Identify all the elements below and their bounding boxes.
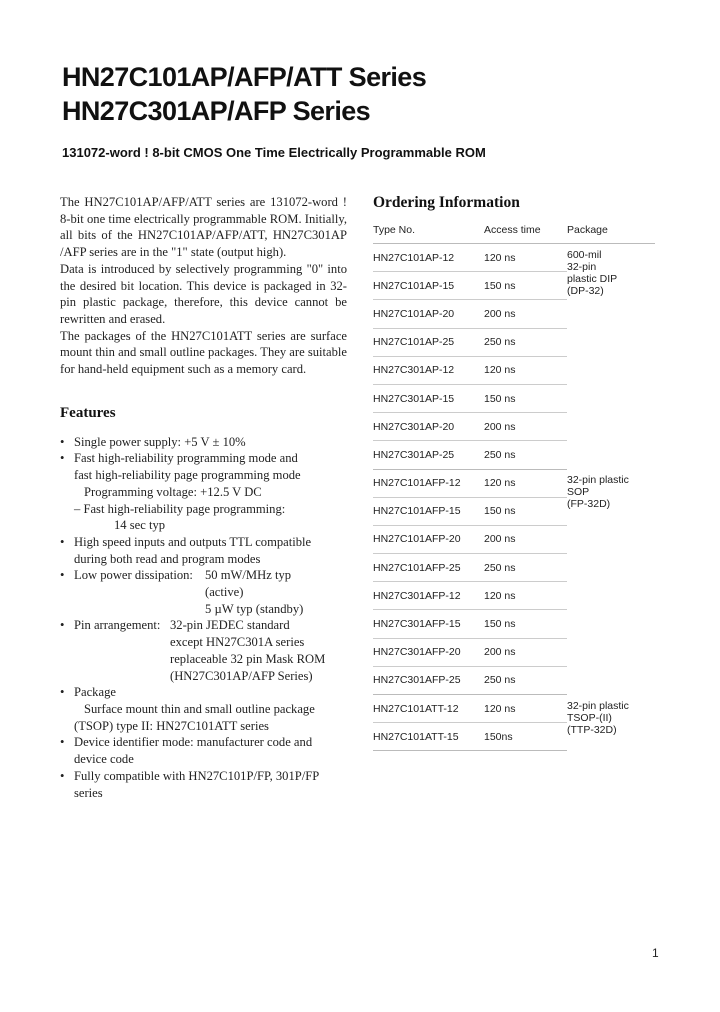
- feature-label: Pin arrangement:: [74, 618, 161, 633]
- type-number-cell: HN27C301AP-12: [373, 356, 484, 384]
- feature-text: Device identifier mode: manufacturer code and: [74, 735, 313, 750]
- feature-high-speed: [60, 534, 347, 567]
- access-time-cell: 150 ns: [484, 272, 567, 300]
- title-line-1: HN27C101AP/AFP/ATT Series: [62, 62, 427, 92]
- ordering-table-body: [373, 244, 655, 751]
- type-number-cell: HN27C101AFP-25: [373, 554, 484, 582]
- access-time-cell: 200 ns: [484, 638, 567, 666]
- ordering-table: [373, 223, 655, 751]
- feature-text: Single power supply: +5 V ± 10%: [74, 434, 246, 449]
- feature-text: Fast high-reliability programming mode and: [74, 451, 298, 466]
- package-line: 600-mil: [567, 249, 602, 261]
- bullet: •: [60, 685, 65, 700]
- access-time-cell: 150ns: [484, 723, 567, 751]
- feature-single-power: [60, 434, 347, 451]
- feature-value: replaceable 32 pin Mask ROM: [170, 651, 326, 666]
- feature-device-identifier: [60, 734, 347, 767]
- feature-text: during both read and program modes: [74, 551, 261, 566]
- package-line: 32-pin plastic: [567, 699, 629, 712]
- package-line: 32-pin plastic: [567, 474, 629, 486]
- bullet: •: [60, 735, 65, 750]
- pin-values: [170, 617, 347, 684]
- feature-value: except HN27C301A series: [170, 635, 305, 650]
- access-time-cell: 250 ns: [484, 441, 567, 469]
- feature-text: fast high-reliability page programming mode: [74, 468, 301, 483]
- access-time-cell: 250 ns: [484, 328, 567, 356]
- type-number-cell: HN27C301AFP-15: [373, 610, 484, 638]
- table-header-row: [373, 223, 655, 244]
- features-heading: Features: [60, 404, 116, 421]
- table-row: [373, 469, 655, 497]
- type-number-cell: HN27C101AFP-12: [373, 469, 484, 497]
- package-line: TSOP-(II): [567, 711, 612, 724]
- feature-subtext: Surface mount thin and small outline package: [84, 701, 315, 716]
- feature-text: Fully compatible with HN27C101P/FP, 301P/FP: [74, 768, 320, 783]
- feature-value: 5 µW typ (standby): [205, 601, 304, 616]
- access-time-cell: 150 ns: [484, 610, 567, 638]
- access-time-cell: 200 ns: [484, 525, 567, 553]
- document-subtitle: 131072-word ! 8-bit CMOS One Time Electrically Programmable ROM: [62, 145, 486, 160]
- access-time-cell: 120 ns: [484, 356, 567, 384]
- feature-compatibility: [60, 768, 347, 801]
- feature-value: 50 mW/MHz typ: [205, 568, 292, 583]
- type-number-cell: HN27C101AP-15: [373, 272, 484, 300]
- type-number-cell: HN27C101ATT-15: [373, 723, 484, 751]
- table-row: [373, 244, 655, 272]
- access-time-cell: 250 ns: [484, 554, 567, 582]
- left-column: [60, 194, 347, 801]
- low-power-row: [74, 567, 347, 617]
- low-power-values: [205, 567, 347, 617]
- type-number-cell: HN27C301AP-20: [373, 413, 484, 441]
- feature-label: Low power dissipation:: [74, 568, 193, 583]
- feature-text: High speed inputs and outputs TTL compatible: [74, 534, 312, 549]
- access-time-cell: 150 ns: [484, 497, 567, 525]
- bullet: •: [60, 534, 65, 549]
- package-cell: [567, 695, 655, 751]
- feature-text: series: [74, 785, 103, 800]
- type-number-cell: HN27C101AFP-15: [373, 497, 484, 525]
- feature-text: Package: [74, 685, 116, 700]
- feature-low-power: [60, 567, 347, 617]
- access-time-cell: 120 ns: [484, 582, 567, 610]
- feature-subtext: – Fast high-reliability page programming:: [74, 501, 286, 516]
- package-cell: [567, 244, 655, 470]
- table-row: [373, 695, 655, 723]
- type-number-cell: HN27C301AP-25: [373, 441, 484, 469]
- intro-paragraph-2: Data is introduced by selectively programming "0" into the desired bit location. This device is packaged in 32-pin plastic package, therefore, this device cannot be rewritten and erased.: [60, 261, 347, 326]
- type-number-cell: HN27C301AFP-12: [373, 582, 484, 610]
- package-line: 32-pin: [567, 261, 597, 273]
- package-line: SOP: [567, 486, 590, 498]
- type-number-cell: HN27C101AP-12: [373, 244, 484, 272]
- feature-value: 32-pin JEDEC standard: [170, 618, 290, 633]
- right-column: [373, 194, 655, 751]
- type-number-cell: HN27C301AFP-25: [373, 666, 484, 694]
- bullet: •: [60, 434, 65, 449]
- type-number-cell: HN27C301AP-15: [373, 384, 484, 412]
- ordering-heading: Ordering Information: [373, 194, 520, 211]
- bullet: •: [60, 618, 65, 633]
- type-number-cell: HN27C101ATT-12: [373, 695, 484, 723]
- intro-paragraph-1: The HN27C101AP/AFP/ATT series are 131072-word ! 8-bit one time electrically programmable ROM. Initially, all bits of the HN27C101AP/AFP/ATT, HN27C301AP /AFP series are in the "1" state (output high).: [60, 195, 347, 260]
- page-number: 1: [652, 946, 659, 960]
- pin-row: [74, 617, 347, 684]
- access-time-cell: 150 ns: [484, 384, 567, 412]
- intro-paragraph-3: The packages of the HN27C101ATT series are surface mount thin and small outline packages. They are suitable for hand-held equipment such as a memory card.: [60, 328, 347, 377]
- bullet: •: [60, 568, 65, 583]
- type-number-cell: HN27C301AFP-20: [373, 638, 484, 666]
- access-time-cell: 200 ns: [484, 413, 567, 441]
- package-line: plastic DIP: [567, 273, 618, 285]
- intro-section: [60, 194, 347, 378]
- feature-subtext: (TSOP) type II: HN27C101ATT series: [74, 718, 269, 733]
- feature-fast-programming: [60, 450, 347, 534]
- feature-subtext: 14 sec typ: [114, 518, 166, 533]
- column-header-type: Type No.: [373, 223, 484, 244]
- package-line: (TTP-32D): [567, 723, 617, 736]
- feature-value: (active): [205, 585, 244, 600]
- package-cell: [567, 469, 655, 695]
- access-time-cell: 200 ns: [484, 300, 567, 328]
- feature-value: (HN27C301AP/AFP Series): [170, 668, 313, 683]
- access-time-cell: 120 ns: [484, 469, 567, 497]
- type-number-cell: HN27C101AFP-20: [373, 525, 484, 553]
- type-number-cell: HN27C101AP-20: [373, 300, 484, 328]
- column-header-package: Package: [567, 223, 655, 244]
- feature-package: [60, 684, 347, 734]
- package-line: (DP-32): [567, 285, 604, 297]
- document-title: [62, 60, 426, 128]
- feature-subtext: Programming voltage: +12.5 V DC: [84, 484, 262, 499]
- access-time-cell: 120 ns: [484, 244, 567, 272]
- bullet: •: [60, 768, 65, 783]
- access-time-cell: 120 ns: [484, 695, 567, 723]
- type-number-cell: HN27C101AP-25: [373, 328, 484, 356]
- features-list: [60, 434, 347, 801]
- package-line: (FP-32D): [567, 498, 611, 510]
- access-time-cell: 250 ns: [484, 666, 567, 694]
- title-line-2: HN27C301AP/AFP Series: [62, 96, 371, 126]
- column-header-access-time: Access time: [484, 223, 567, 244]
- bullet: •: [60, 451, 65, 466]
- feature-pin-arrangement: [60, 617, 347, 684]
- feature-text: device code: [74, 752, 134, 767]
